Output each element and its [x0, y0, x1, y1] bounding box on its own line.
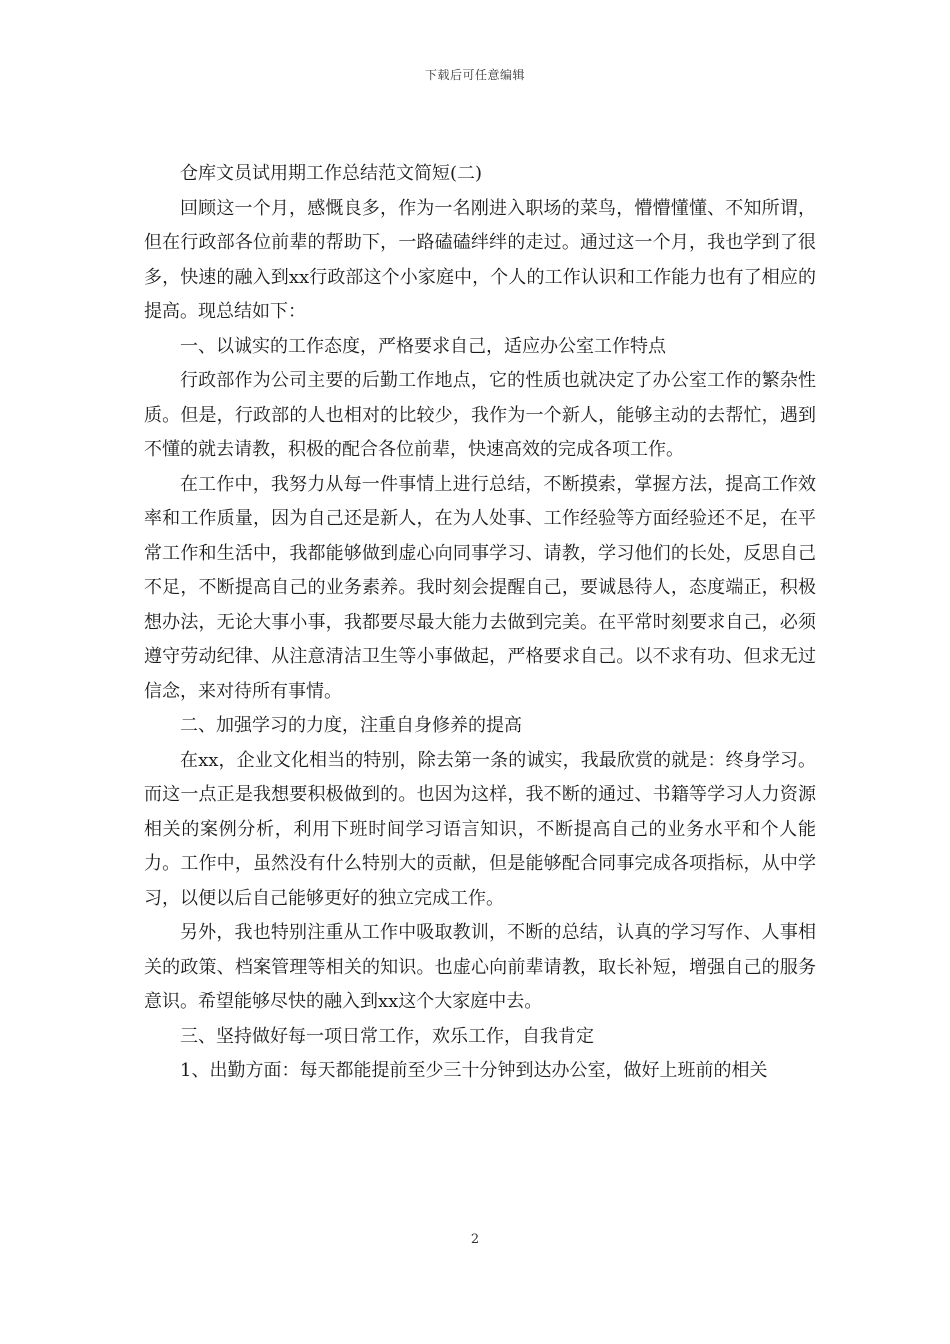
- section-heading: 一、以诚实的工作态度，严格要求自己，适应办公室工作特点: [180, 335, 666, 357]
- paragraph: 1、出勤方面：每天都能提前至少三十分钟到达办公室，做好上班前的相关: [180, 1060, 768, 1081]
- paragraph: 另外，我也特别注重从工作中吸取教训，不断的总结，认真的学习写作、人事相关的政策、档案管理等相关的知识。也虚心向前辈请教，取长补短，增强自己的服务意识。希望能够尽快的融入到xx这个大家庭中去。: [144, 922, 816, 1012]
- section-heading: 二、加强学习的力度，注重自身修养的提高: [180, 715, 522, 736]
- header-note: 下载后可任意编辑: [424, 68, 525, 82]
- paragraph: 在xx，企业文化相当的特别，除去第一条的诚实，我最欣赏的就是：终身学习。而这一点正是我想要积极做到的。也因为这样，我不断的通过、书籍等学习人力资源相关的案例分析，利用下班时间学习语言知识，不断提高自己的业务水平和个人能力。工作中，虽然没有什么特别大的贡献，但是能够配合同事完成各项指标，从中学习，以便以后自己能够更好的独立完成工作。: [144, 749, 816, 909]
- paragraph: 行政部作为公司主要的后勤工作地点，它的性质也就决定了办公室工作的繁杂性质。但是，行政部的人也相对的比较少，我作为一个新人，能够主动的去帮忙，遇到不懂的就去请教，积极的配合各位前辈，快速高效的完成各项工作。: [144, 370, 816, 460]
- document-title: 仓库文员试用期工作总结范文简短(二): [180, 163, 483, 184]
- section-heading: 三、坚持做好每一项日常工作，欢乐工作，自我肯定: [180, 1025, 594, 1047]
- page-number: 2: [470, 1232, 480, 1247]
- document-body: [144, 157, 816, 1089]
- paragraph: 在工作中，我努力从每一件事情上进行总结，不断摸索，掌握方法，提高工作效率和工作质量，因为自己还是新人，在为人处事、工作经验等方面经验还不足，在平常工作和生活中，我都能够做到虚心向同事学习、请教，学习他们的长处，反思自己不足，不断提高自己的业务素养。我时刻会提醒自己，要诚恳待人，态度端正，积极想办法，无论大事小事，我都要尽最大能力去做到完美。在平常时刻要求自己，必须遵守劳动纪律、从注意清洁卫生等小事做起，严格要求自己。以不求有功、但求无过信念，来对待所有事情。: [144, 473, 816, 702]
- paragraph: 回顾这一个月，感慨良多，作为一名刚进入职场的菜鸟，懵懵懂懂、不知所谓，但在行政部各位前辈的帮助下，一路磕磕绊绊的走过。通过这一个月，我也学到了很多，快速的融入到xx行政部这个小家庭中，个人的工作认识和工作能力也有了相应的提高。现总结如下：: [144, 197, 816, 322]
